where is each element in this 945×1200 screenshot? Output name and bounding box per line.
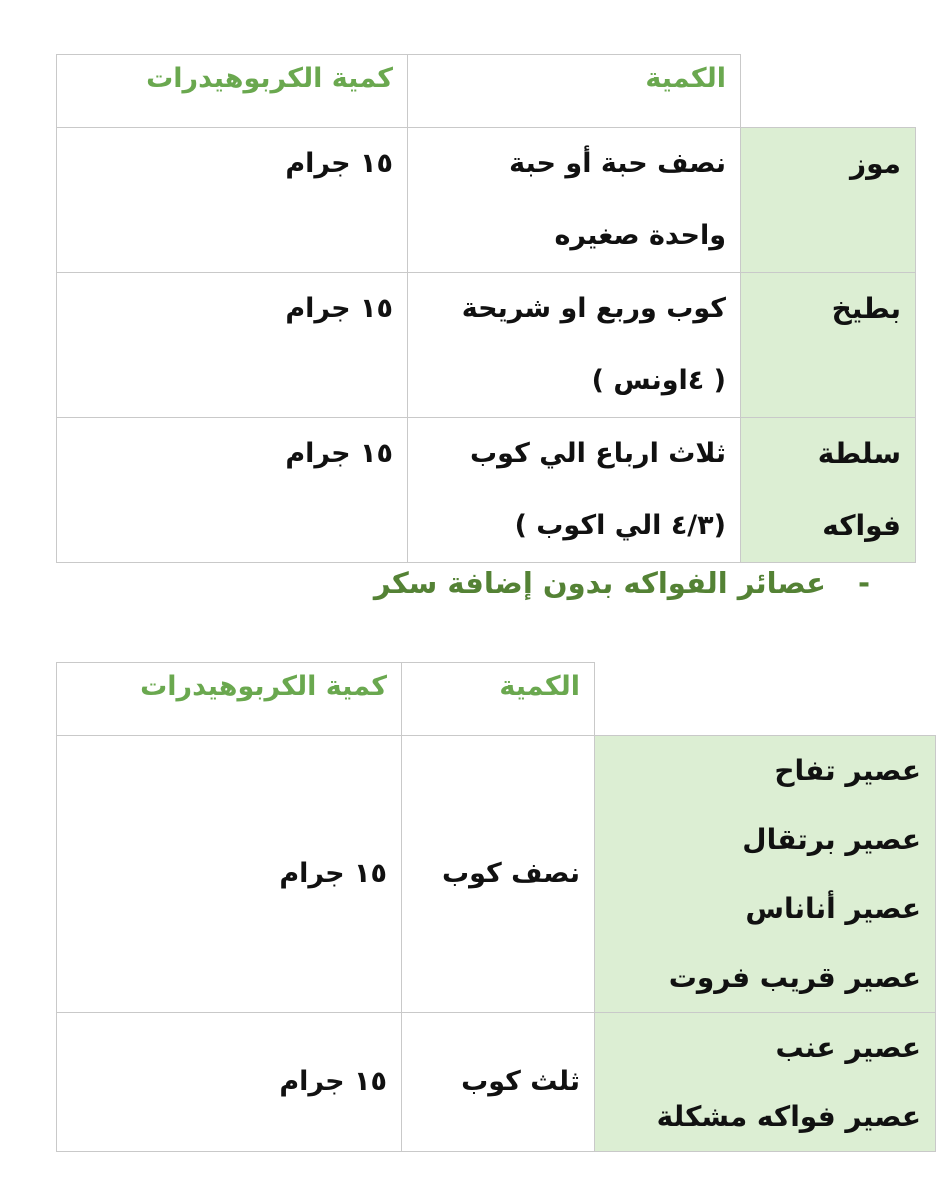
table-row (57, 273, 916, 418)
table-row (57, 128, 916, 273)
item-cell (595, 736, 936, 1013)
quantity-line: واحدة صغيره (554, 220, 726, 251)
item-name: بطيخ (831, 292, 901, 325)
header-carbs: كمية الكربوهيدرات (57, 663, 402, 736)
item-cell (741, 128, 916, 273)
heading-dash: - (857, 566, 870, 600)
header-carbs: كمية الكربوهيدرات (57, 55, 408, 128)
carbs-cell: ١٥ جرام (57, 128, 408, 273)
quantity-line: ( ٤اونس ) (591, 365, 726, 396)
juices-carbs-table (56, 662, 936, 1152)
quantity-line: نصف حبة أو حبة (509, 148, 726, 179)
quantity-cell (408, 418, 741, 563)
header-corner-cell (595, 663, 936, 736)
header-quantity: الكمية (402, 663, 595, 736)
quantity-line: (٤/٣ الي اكوب ) (514, 510, 726, 541)
header-corner-cell (741, 55, 916, 128)
quantity-cell (408, 128, 741, 273)
item-name: موز (849, 147, 901, 180)
item-name: عصير عنب (775, 1031, 921, 1064)
item-name: سلطة (817, 437, 901, 470)
carbs-cell: ١٥ جرام (57, 273, 408, 418)
table-header-row (57, 663, 936, 736)
item-name: فواكه (822, 509, 901, 542)
item-cell (741, 418, 916, 563)
item-name: عصير أناناس (745, 892, 921, 925)
table-row (57, 418, 916, 563)
carbs-cell: ١٥ جرام (57, 736, 402, 1013)
carbs-cell: ١٥ جرام (57, 418, 408, 563)
quantity-cell: ثلث كوب (402, 1013, 595, 1152)
quantity-cell: نصف كوب (402, 736, 595, 1013)
item-name: عصير برتقال (742, 823, 921, 856)
quantity-cell (408, 273, 741, 418)
item-cell (741, 273, 916, 418)
quantity-line: ثلاث ارباع الي كوب (470, 438, 726, 469)
item-name: عصير فواكه مشكلة (656, 1100, 921, 1133)
item-cell (595, 1013, 936, 1152)
carbs-cell: ١٥ جرام (57, 1013, 402, 1152)
header-quantity: الكمية (408, 55, 741, 128)
table-row (57, 1013, 936, 1152)
table-header-row (57, 55, 916, 128)
fruits-carbs-table (56, 54, 916, 563)
quantity-line: كوب وربع او شريحة (461, 293, 726, 324)
item-name: عصير تفاح (774, 754, 921, 787)
item-name: عصير قريب فروت (668, 961, 921, 994)
table-row (57, 736, 936, 1013)
heading-text: عصائر الفواكه بدون إضافة سكر (373, 566, 826, 600)
section-heading (374, 566, 870, 600)
